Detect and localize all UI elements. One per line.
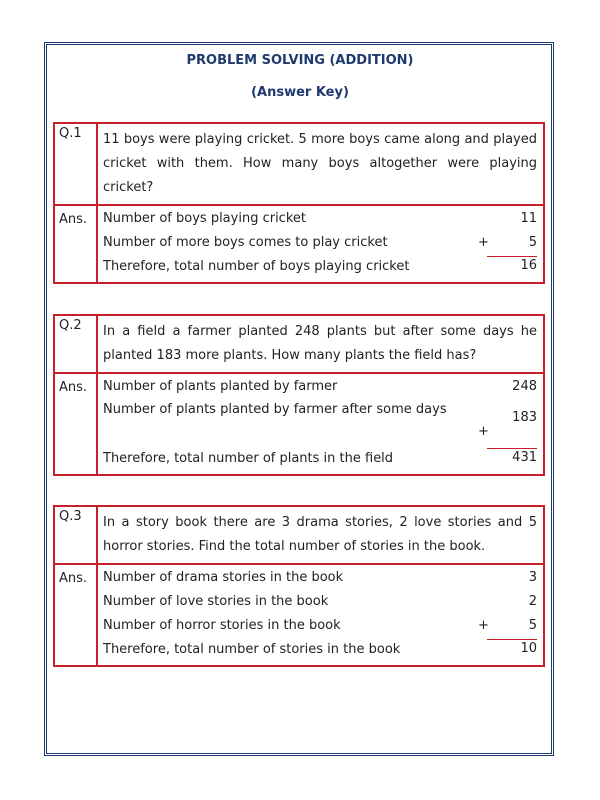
plus-sign: + [478, 424, 489, 439]
answer-line-text: Number of love stories in the book [103, 594, 329, 609]
question-row [55, 124, 543, 206]
total-line [98, 446, 543, 470]
answer-line-value: 2 [528, 594, 537, 609]
answer-line-value: 3 [528, 570, 537, 585]
total-text: Therefore, total number of stories in the book [103, 642, 401, 657]
page-title: PROBLEM SOLVING (ADDITION) [186, 53, 414, 68]
total-value: 10 [487, 639, 537, 656]
question-text: 11 boys were playing cricket. 5 more boys came along and played cricket with them. How many boys altogether were playing cricket? [103, 132, 537, 195]
question-row [55, 507, 543, 565]
answer-label: Ans. [55, 374, 98, 474]
plus-sign: + [478, 235, 489, 250]
answer-line-value: 248 [512, 379, 537, 394]
question-block-3 [53, 505, 545, 667]
answer-line [98, 230, 543, 254]
question-row [55, 316, 543, 374]
question-block-2 [53, 314, 545, 476]
total-text: Therefore, total number of plants in the field [103, 451, 394, 466]
plus-sign: + [478, 618, 489, 633]
total-line [98, 254, 543, 278]
question-label: Q.2 [55, 316, 98, 372]
answer-line-value: 5 [528, 618, 537, 633]
total-value: 431 [487, 448, 537, 465]
question-label: Q.3 [55, 507, 98, 563]
answer-line [98, 374, 543, 398]
question-text: In a field a farmer planted 248 plants but after some days he planted 183 more plants. How many plants the field has? [103, 324, 537, 363]
answer-label: Ans. [55, 206, 98, 282]
answer-line-text: Number of plants planted by farmer [103, 379, 338, 394]
question-label: Q.1 [55, 124, 98, 204]
answer-row [55, 374, 543, 474]
answer-line-value: 5 [528, 235, 537, 250]
answer-line [98, 206, 543, 230]
answer-line-text: Number of drama stories in the book [103, 570, 344, 585]
answer-line-text: Number of horror stories in the book [103, 618, 341, 633]
question-block-1 [53, 122, 545, 284]
answer-line-text: Number of boys playing cricket [103, 211, 306, 226]
answer-label: Ans. [55, 565, 98, 665]
answer-line [98, 589, 543, 613]
answer-line-value: 183 [512, 410, 537, 425]
answer-line [98, 565, 543, 589]
answer-row [55, 565, 543, 665]
answer-line-text: Number of more boys comes to play cricket [103, 235, 388, 250]
total-text: Therefore, total number of boys playing cricket [103, 259, 410, 274]
answer-line-text: Number of plants planted by farmer after some days [103, 402, 447, 417]
answer-row [55, 206, 543, 282]
answer-line-value: 11 [520, 211, 537, 226]
total-value: 16 [487, 256, 537, 273]
page-subtitle: (Answer Key) [251, 85, 349, 100]
answer-line [98, 398, 543, 446]
answer-line [98, 613, 543, 637]
question-text: In a story book there are 3 drama stories, 2 love stories and 5 horror stories. Find the total number of stories in the book. [103, 515, 537, 554]
total-line [98, 637, 543, 661]
